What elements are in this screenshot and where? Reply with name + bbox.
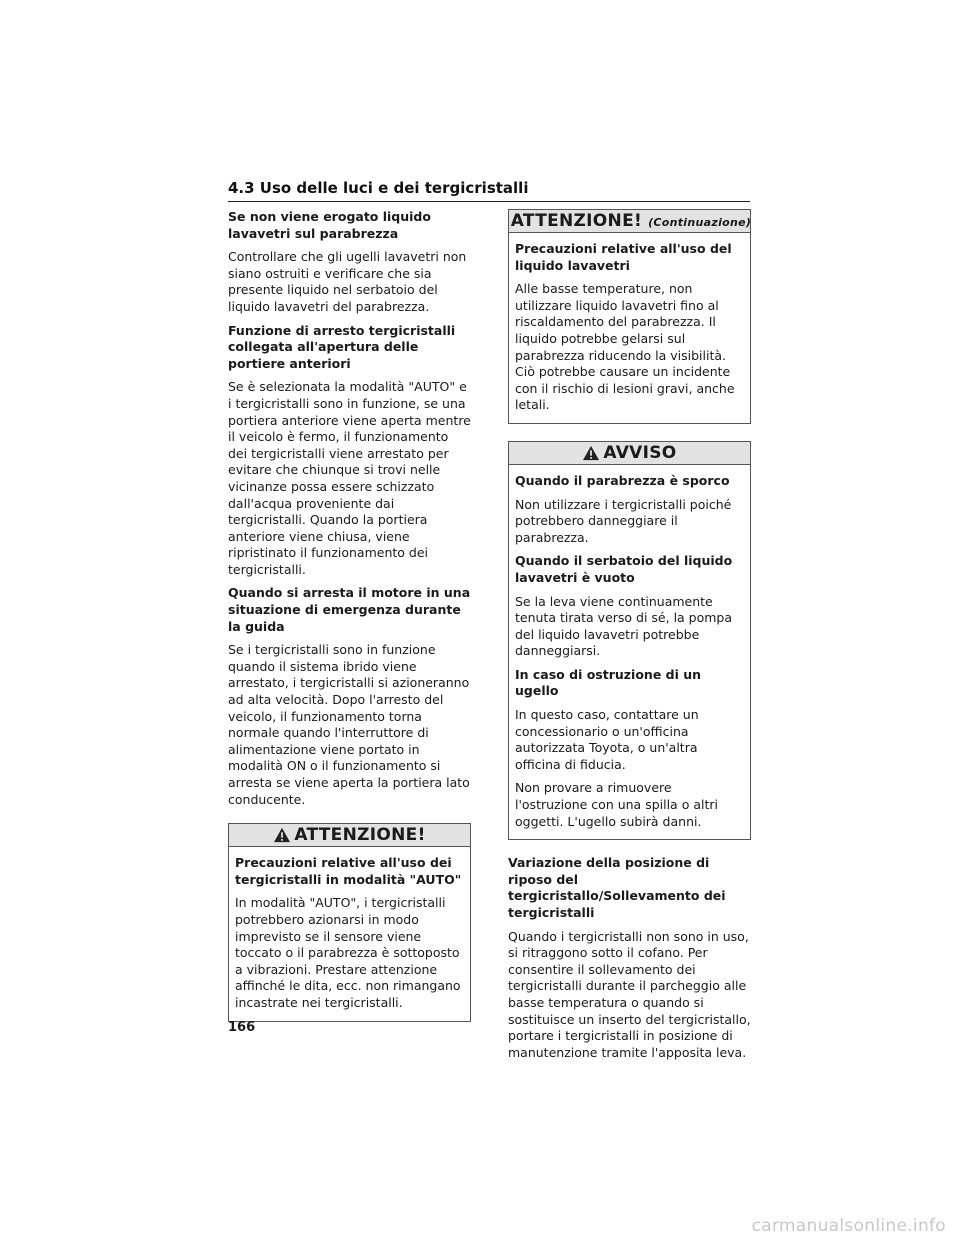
caution-paragraph: In modalità "AUTO", i tergicristalli potrebbero azionarsi in modo imprevisto se il sensore viene toccato o il parabrezza è sottoposto a vibrazioni. Prestare attenzione affinché le dita, ecc. non rimangano incastrate nei tergicristalli.: [235, 895, 461, 1010]
right-column: [508, 209, 751, 1068]
notice-box-body: [509, 465, 750, 839]
caution-box-continued: [508, 209, 751, 424]
heading-emergency-stop: Quando si arresta il motore in una situazione di emergenza durante la guida: [228, 585, 471, 634]
paragraph-emergency-stop: Se i tergicristalli sono in funzione quando il sistema ibrido viene arrestato, i tergicristalli si azioneranno ad alta velocità. Dopo l'arresto del veicolo, il funzionamento torna normale quando l'interruttore di alimentazione viene portato in modalità ON o il funzionamento si arresta se viene aperta la portiera lato conducente.: [228, 642, 470, 807]
warning-triangle-icon: [273, 827, 291, 843]
page-number: 166: [228, 1020, 256, 1035]
caution-continued-paragraph: Alle basse temperature, non utilizzare liquido lavavetri fino al riscaldamento del parabrezza. Il liquido potrebbe gelarsi sul parabrezza riducendo la visibilità. Ciò potrebbe causare un incidente con il rischio di lesioni gravi, anche letali.: [515, 281, 735, 413]
notice-item-body: Non provare a rimuovere l'ostruzione con una spilla o altri oggetti. L'ugello subirà danni.: [515, 780, 718, 829]
caution-title-text: ATTENZIONE!: [294, 824, 426, 845]
notice-title-text: AVVISO: [603, 442, 677, 463]
notice-box: [508, 441, 751, 840]
notice-box-title: [509, 442, 750, 465]
notice-item-title: Quando il parabrezza è sporco: [515, 472, 730, 488]
caution-continued-title-text: ATTENZIONE!: [510, 210, 643, 231]
paragraph-wiper-rest-position: Quando i tergicristalli non sono in uso, si ritraggono sotto il cofano. Per consentire il sollevamento dei tergicristalli durante il parcheggio alle basse temperatura o quando si sostituisce un inserto del tergicristallo, portare i tergicristalli in posizione di manutenzione tramite l'apposita leva.: [508, 928, 751, 1060]
paragraph-door-stop-function: Se è selezionata la modalità "AUTO" e i tergicristalli sono in funzione, se una portiera anteriore viene aperta mentre il veicolo è fermo, il funzionamento dei tergicristalli viene arrestato per evitare che chiunque si trovi nelle vicinanze possa essere schizzato dall'acqua proveniente dai tergicristalli. Quando la portiera anteriore viene chiusa, viene ripristinato il funzionamento dei tergicristalli.: [228, 379, 471, 577]
caution-continued-body: [509, 233, 750, 423]
caution-box-body: [229, 847, 470, 1020]
notice-triangle-icon: [582, 445, 600, 461]
caution-continued-subheading: Precauzioni relative all'uso del liquido lavavetri: [515, 241, 732, 273]
notice-item-body: In questo caso, contattare un concessionario o un'officina autorizzata Toyota, o un'altra officina di fiducia.: [515, 707, 699, 772]
heading-no-washer-fluid: Se non viene erogato liquido lavavetri sul parabrezza: [228, 209, 431, 241]
caution-continued-title: [509, 210, 750, 233]
caution-box-auto-mode: [228, 823, 471, 1021]
left-column: [228, 209, 471, 1022]
heading-wiper-rest-position: Variazione della posizione di riposo del tergicristallo/Sollevamento dei tergicristalli: [508, 855, 726, 920]
heading-door-stop-function: Funzione di arresto tergicristalli collegata all'apertura delle portiere anteriori: [228, 322, 456, 371]
section-header: 4.3 Uso delle luci e dei tergicristalli: [228, 178, 750, 202]
continuation-label: (Continuazione): [648, 215, 752, 229]
notice-item-body: Se la leva viene continuamente tenuta tirata verso di sé, la pompa del liquido lavavetri potrebbe danneggiarsi.: [515, 593, 733, 659]
notice-item-body: Non utilizzare i tergicristalli poiché potrebbero danneggiare il parabrezza.: [515, 496, 732, 545]
watermark: carmanualsonline.info: [751, 1216, 946, 1236]
caution-box-title: [229, 824, 470, 847]
notice-item-title: Quando il serbatoio del liquido lavavetri è vuoto: [515, 553, 733, 585]
caution-subheading: Precauzioni relative all'uso dei tergicristalli in modalità "AUTO": [235, 855, 462, 887]
paragraph-no-washer-fluid: Controllare che gli ugelli lavavetri non siano ostruiti e verificare che sia presente liquido nel serbatoio del liquido lavavetri del parabrezza.: [228, 249, 467, 314]
notice-item-title: In caso di ostruzione di un ugello: [515, 666, 702, 699]
